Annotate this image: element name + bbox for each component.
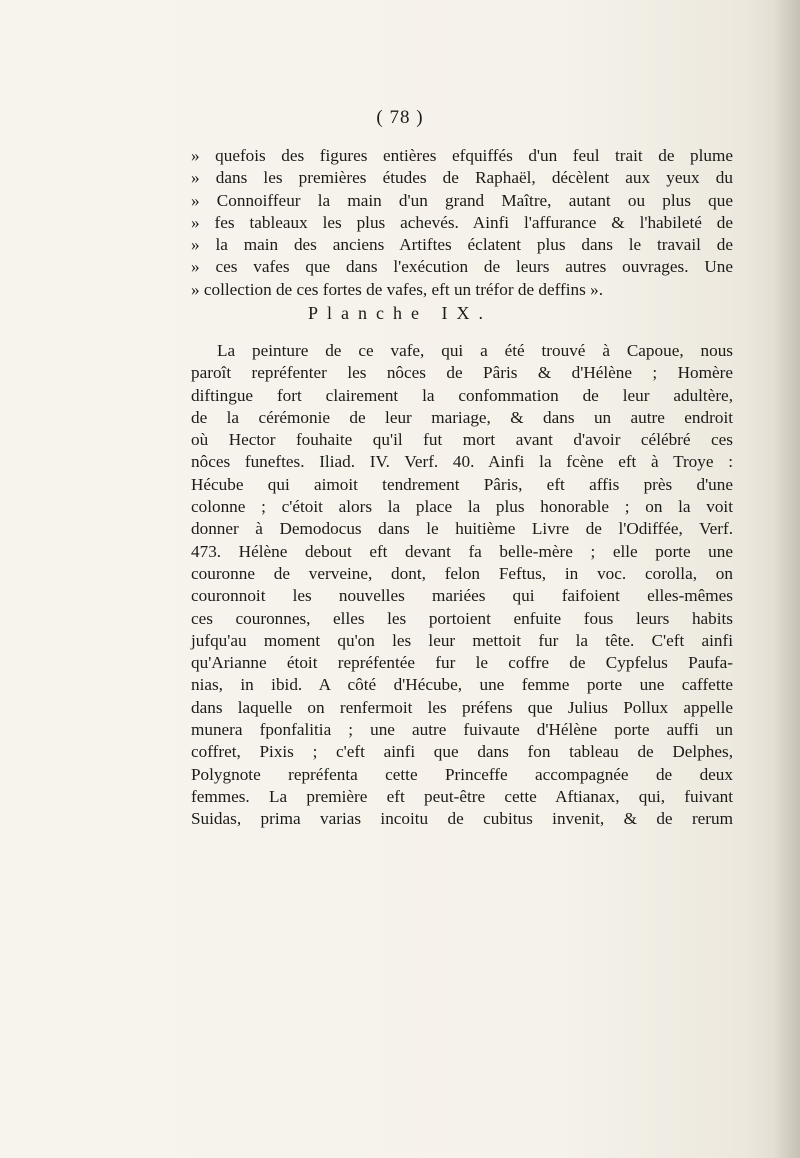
quote-line: » dans les premières études de Raphaël, décèlent aux yeux du bbox=[191, 168, 733, 188]
body-line: ces couronnes, elles les portoient enfuite fous leurs habits bbox=[191, 608, 733, 628]
body-line: colonne ; c'étoit alors la place la plus honorable ; on la voit bbox=[191, 497, 733, 517]
page-number: ( 78 ) bbox=[376, 107, 424, 128]
section-heading: Planche IX. bbox=[308, 303, 492, 323]
body-line: coffret, Pixis ; c'eft ainfi que dans fon tableau de Delphes, bbox=[191, 742, 733, 762]
body-line: La peinture de ce vafe, qui a été trouvé à Capoue, nous bbox=[217, 341, 733, 360]
body-line: Hécube qui aimoit tendrement Pâris, eft affis près d'une bbox=[191, 474, 733, 494]
body-line: couronne de verveine, dont, felon Feftus, in voc. corolla, on bbox=[191, 563, 733, 583]
body-line: munera fponfalitia ; une autre fuivaute d'Hélène porte auffi un bbox=[191, 720, 733, 740]
body-line: où Hector fouhaite qu'il fut mort avant d'avoir célébré ces bbox=[191, 430, 733, 450]
quote-line: » Connoiffeur la main d'un grand Maître, autant ou plus que bbox=[191, 190, 733, 210]
quote-line: » quefois des figures entières efquiffés d'un feul trait de plume bbox=[191, 146, 733, 165]
body-line: nias, in ibid. A côté d'Hécube, une femme porte une caffette bbox=[191, 675, 733, 695]
body-line: donner à Demodocus dans le huitième Livre de l'Odiffée, Verf. bbox=[191, 519, 733, 539]
quote-line: » fes tableaux les plus achevés. Ainfi l'affurance & l'habileté de bbox=[191, 212, 733, 232]
body-line: 473. Hélène debout eft devant fa belle-mère ; elle porte une bbox=[191, 541, 733, 561]
body-line: dans laquelle on renfermoit les préfens que Julius Pollux appelle bbox=[191, 697, 733, 717]
page-edge-shadow bbox=[774, 0, 800, 1158]
body-line: Suidas, prima varias incoitu de cubitus invenit, & de rerum bbox=[191, 809, 733, 829]
body-line: qu'Arianne étoit repréfentée fur le coffre de Cypfelus Paufa- bbox=[191, 653, 733, 673]
body-line: couronnoit les nouvelles mariées qui faifoient elles-mêmes bbox=[191, 586, 733, 606]
body-line: paroît repréfenter les nôces de Pâris & d'Hélène ; Homère bbox=[191, 363, 733, 383]
quote-line: » la main des anciens Artiftes éclatent plus dans le travail de bbox=[191, 235, 733, 255]
body-line: de la cérémonie de leur mariage, & dans un autre endroit bbox=[191, 407, 733, 427]
body-line: femmes. La première eft peut-être cette Aftianax, qui, fuivant bbox=[191, 786, 733, 806]
body-text bbox=[191, 340, 733, 831]
quote-line: » collection de ces fortes de vafes, eft un tréfor de deffins ». bbox=[191, 279, 604, 299]
body-line: jufqu'au moment qu'on les leur mettoit fur la tête. C'eft ainfi bbox=[191, 630, 733, 650]
quote-line: » ces vafes que dans l'exécution de leurs autres ouvrages. Une bbox=[191, 257, 733, 277]
body-line: Polygnote repréfenta cette Princeffe accompagnée de deux bbox=[191, 764, 733, 784]
body-line: nôces funeftes. Iliad. IV. Verf. 40. Ainfi la fcène eft à Troye : bbox=[191, 452, 733, 472]
body-line: diftingue fort clairement la confommation de leur adultère, bbox=[191, 385, 733, 405]
quotation-block bbox=[191, 145, 733, 301]
